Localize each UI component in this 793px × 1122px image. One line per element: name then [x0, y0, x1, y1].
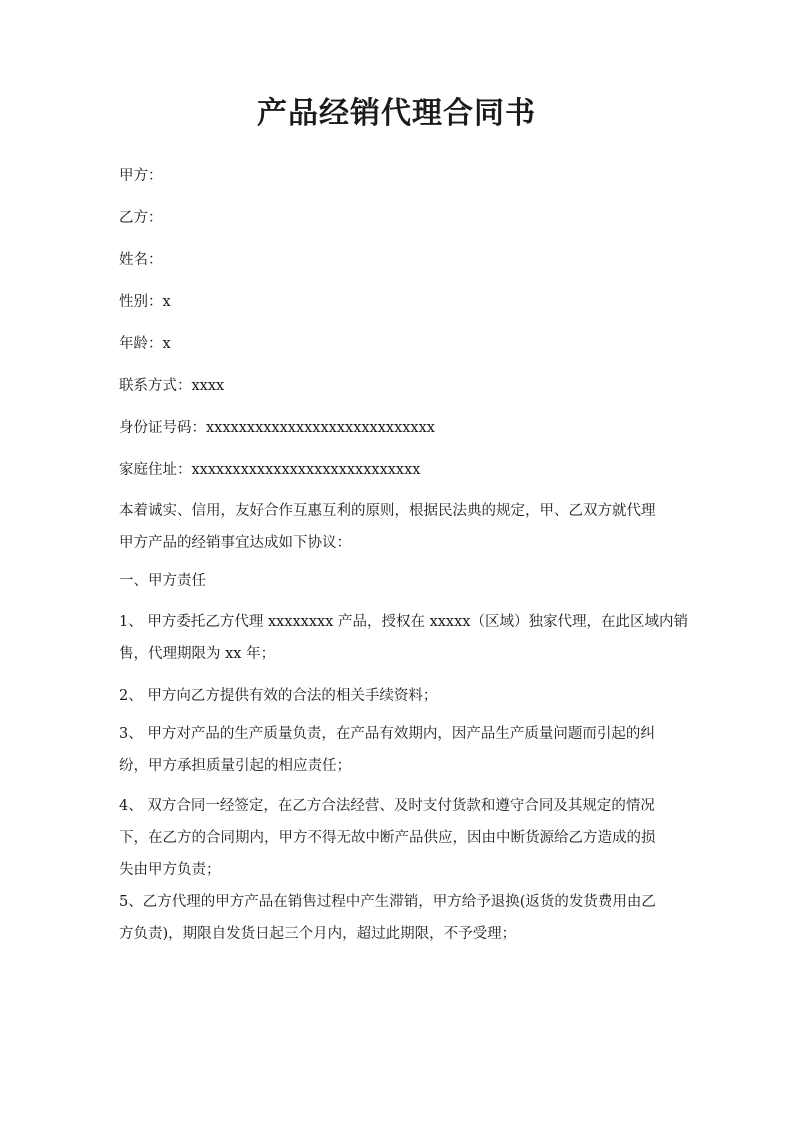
paragraph-line: 失由甲方负责；: [119, 862, 221, 878]
field-name: 姓名：: [119, 252, 163, 268]
paragraph-line: 4、 双方合同一经签定，在乙方合法经营、及时支付货款和遵守合同及其规定的情况: [119, 798, 655, 814]
paragraph-line: 方负责)，期限自发货日起三个月内，超过此期限，不予受理；: [119, 926, 517, 942]
paragraph-line: 1、 甲方委托乙方代理 xxxxxxxx 产品，授权在 xxxxx（区域）独家代理，在此区域内销: [119, 614, 688, 630]
clause-4: [119, 790, 679, 886]
paragraph-line: 纷，甲方承担质量引起的相应责任；: [119, 758, 351, 774]
paragraph-line: 5、乙方代理的甲方产品在销售过程中产生滞销，甲方给予退换(返货的发货费用由乙: [119, 894, 656, 910]
paragraph-line: 3、 甲方对产品的生产质量负责，在产品有效期内，因产品生产质量问题而引起的纠: [119, 726, 655, 742]
field-party-b: 乙方：: [119, 210, 163, 226]
field-party-a: 甲方：: [119, 168, 163, 184]
field-gender: 性别：x: [119, 294, 171, 310]
field-id-number: 身份证号码：xxxxxxxxxxxxxxxxxxxxxxxxxxxx: [119, 420, 435, 436]
field-age: 年龄：x: [119, 336, 171, 352]
field-contact: 联系方式：xxxx: [119, 378, 225, 394]
paragraph-line: 甲方产品的经销事宜达成如下协议：: [119, 535, 351, 551]
field-home-address: 家庭住址：xxxxxxxxxxxxxxxxxxxxxxxxxxxx: [119, 462, 421, 478]
section-heading-party-a-duties: 一、甲方责任: [119, 573, 206, 589]
clause-5: [119, 886, 679, 950]
clause-3: [119, 718, 679, 782]
document-title: 产品经销代理合同书: [257, 96, 536, 131]
clause-1: [119, 606, 688, 670]
paragraph-line: 本着诚实、信用，友好合作互惠互利的原则，根据民法典的规定，甲、乙双方就代理: [119, 503, 656, 519]
paragraph-line: 下，在乙方的合同期内，甲方不得无故中断产品供应，因由中断货源给乙方造成的损: [119, 830, 656, 846]
intro-paragraph: [119, 495, 679, 559]
paragraph-line: 2、 甲方向乙方提供有效的合法的相关手续资料；: [119, 688, 438, 704]
paragraph-line: 售，代理期限为 xx 年；: [119, 646, 276, 662]
clause-2: [119, 680, 679, 712]
